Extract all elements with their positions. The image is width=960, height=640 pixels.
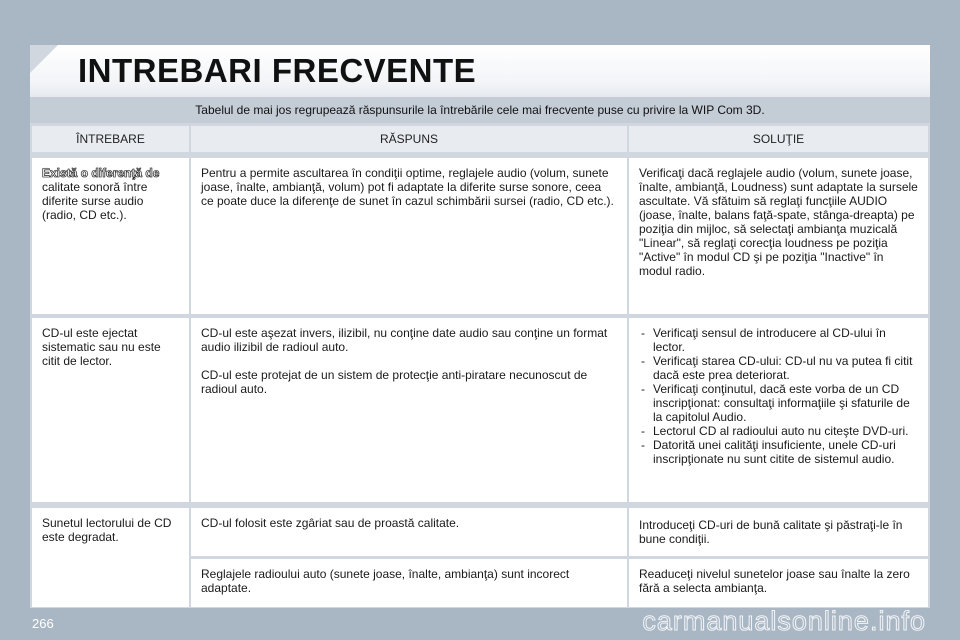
row3-question-text: Sunetul lectorului de CD este degradat. — [42, 516, 172, 544]
intro-text: Tabelul de mai jos regrupează răspunsurile la întrebările cele mai frecvente puse cu privire la WIP Com 3D. — [195, 103, 765, 117]
row2-solution-list — [639, 326, 918, 466]
list-item: - Verificaţi conţinutul, dacă este vorba de un CD inscripţionat: consultaţi informaţiile şi sfaturile de la capitolul Audio. — [639, 382, 918, 424]
page-number: 266 — [32, 616, 54, 631]
watermark: carmanualsonline.info — [642, 606, 926, 636]
header-solution: SOLUŢIE — [629, 126, 928, 152]
list-item: - Datorită unei calităţi insuficiente, unele CD-uri inscripţionate nu sunt citite de sistemul audio. — [639, 438, 918, 466]
row2-answer-p1: CD-ul este aşezat invers, ilizibil, nu conţine date audio sau conţine un format audio ilizibil de radioul auto. — [201, 326, 608, 354]
row1-question — [32, 158, 189, 314]
row2-answer-p2: CD-ul este protejat de un sistem de protecţie anti-piratare necunoscut de radioul auto. — [201, 368, 588, 396]
row3-solution-b — [629, 559, 928, 607]
row2-question-text: CD-ul este ejectat sistematic sau nu este citit de lector. — [42, 326, 161, 368]
row1-answer-text: Pentru a permite ascultarea în condiţii optime, reglajele audio (volum, sunete joase, înalte, ambianţă, volum) pot fi adaptate la diferite surse sonore, ceea ce poate duce la diferenţe de sunet în cazul schimbării sursei (radio, CD etc.). — [201, 166, 614, 208]
page-title: INTREBARI FRECVENTE — [78, 52, 477, 89]
list-item: - Lectorul CD al radioului auto nu citeşte DVD-uri. — [639, 424, 918, 438]
row3-solution-b-text: Readuceţi nivelul sunetelor joase sau înalte la zero fără a selecta ambianţa. — [639, 567, 910, 595]
row1-solution-text: Verificaţi dacă reglajele audio (volum, sunete joase, înalte, ambianţă, Loudness) sunt adaptate la sursele ascultate. Vă sfătuim să reglaţi funcţiile AUDIO (joase, înalte, balans faţă-spate, stânga-dreapta) pe poziţia din mijloc, să selectaţi ambianţa muzicală "Linear", să reglaţi corecţia loudness pe poziţia "Active" în modul CD şi pe poziţia "Inactive" în modul radio. — [639, 166, 918, 278]
row2-question — [32, 318, 189, 502]
row1-question-rest: calitate sonoră între diferite surse audio (radio, CD etc.). — [42, 180, 148, 222]
row3-solution-a — [629, 508, 928, 556]
header-answer: RĂSPUNS — [191, 126, 627, 152]
row2-answer — [191, 318, 627, 502]
row1-solution — [629, 158, 928, 314]
list-item: - Verificaţi starea CD-ului: CD-ul nu va putea fi citit dacă este prea deteriorat. — [639, 354, 918, 382]
row3-answer-b-text: Reglajele radioului auto (sunete joase, înalte, ambianţa) sunt incorect adaptate. — [201, 567, 570, 595]
row2-solution — [629, 318, 928, 502]
list-item: - Verificaţi sensul de introducere al CD-ului în lector. — [639, 326, 918, 354]
row3-answer-b — [191, 559, 627, 607]
row3-answer-a — [191, 508, 627, 556]
row3-answer-a-text: CD-ul folosit este zgâriat sau de proastă calitate. — [201, 516, 460, 530]
header-question: ÎNTREBARE — [32, 126, 189, 152]
row1-question-lead: Există o diferenţă de — [42, 166, 160, 180]
row3-solution-a-text: Introduceţi CD-uri de bună calitate şi păstraţi-le în bune condiţii. — [639, 518, 903, 546]
row3-question — [32, 508, 189, 607]
row1-answer — [191, 158, 627, 314]
